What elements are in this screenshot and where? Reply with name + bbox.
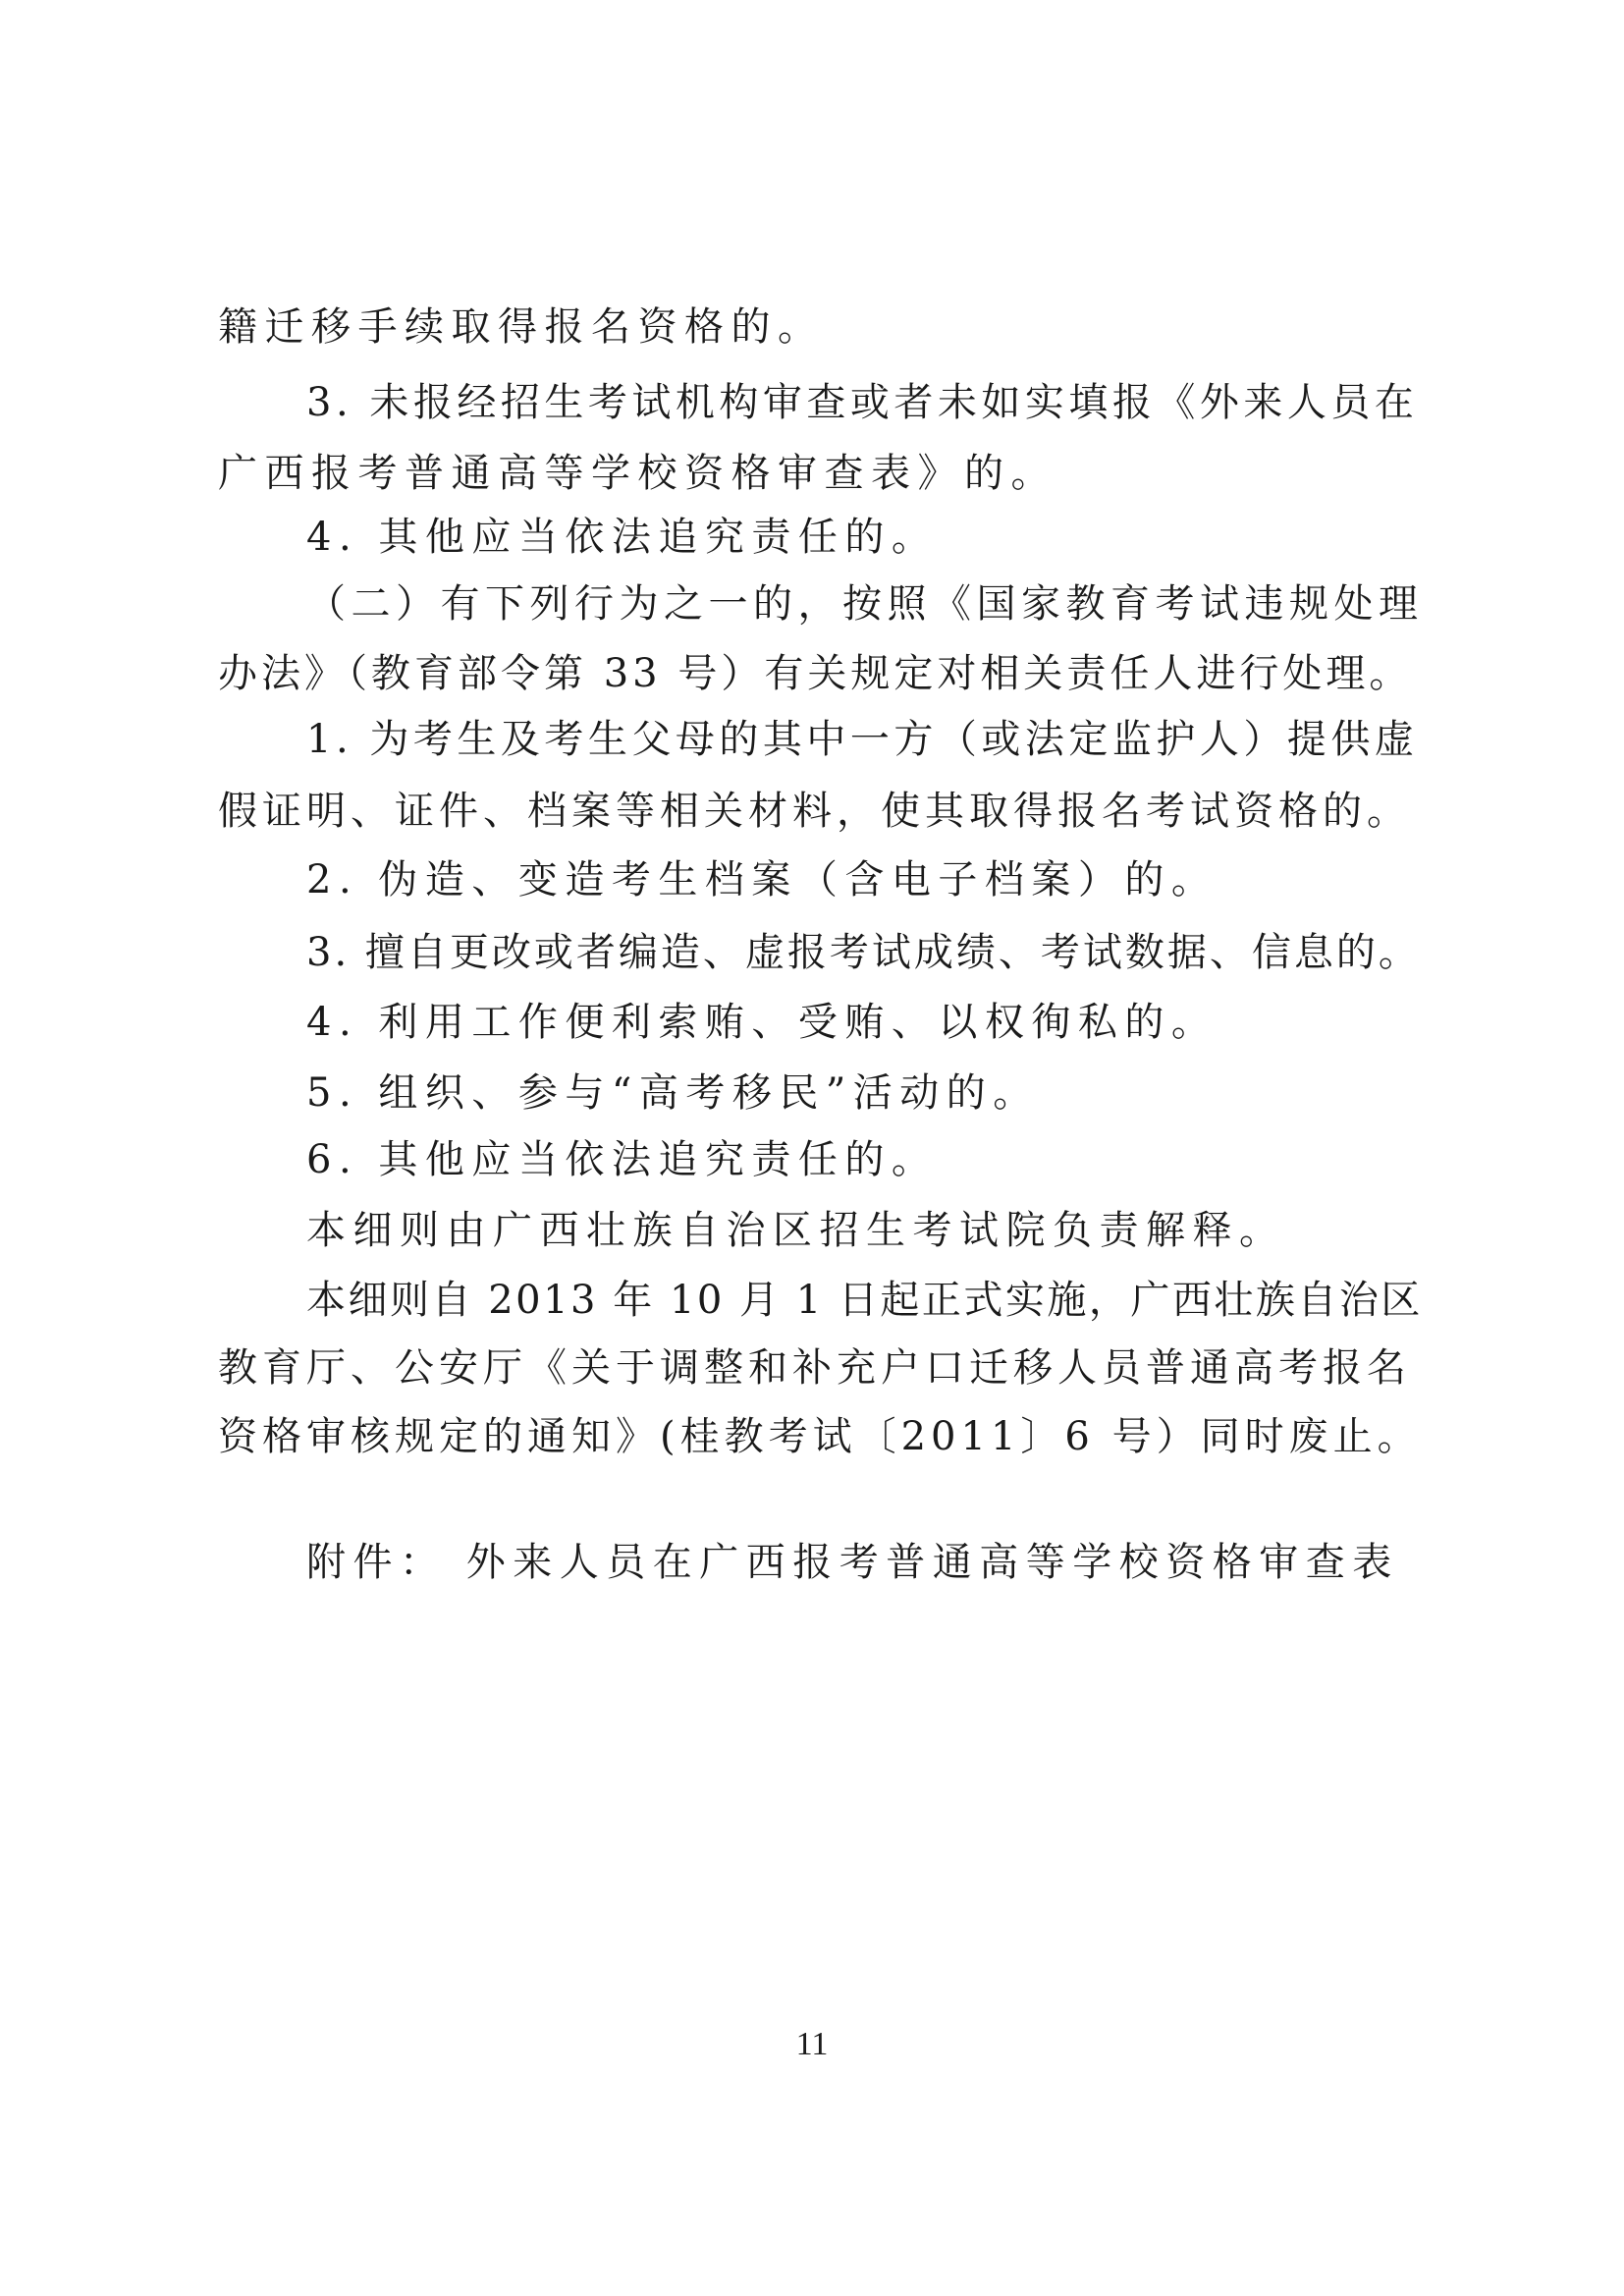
- text-line: 假证明、证件、档案等相关材料，使其取得报名考试资格的。: [218, 789, 1411, 834]
- text-line: 4. 利用工作便利索贿、受贿、以权徇私的。: [306, 1000, 1218, 1045]
- attachment-line: 附件： 外来人员在广西报考普通高等学校资格审查表: [306, 1540, 1399, 1585]
- text-line: 1. 为考生及考生父母的其中一方（或法定监护人）提供虚: [306, 717, 1419, 762]
- text-line: 5. 组织、参与“高考移民”活动的。: [306, 1070, 1040, 1116]
- text-line: 2. 伪造、变造考生档案（含电子档案）的。: [306, 857, 1218, 902]
- text-line: （二）有下列行为之一的，按照《国家教育考试违规处理: [306, 581, 1424, 627]
- text-line: 籍迁移手续取得报名资格的。: [218, 304, 825, 350]
- page-number: 11: [795, 2026, 829, 2062]
- text-line: 3. 擅自更改或者编造、虚报考试成绩、考试数据、信息的。: [306, 930, 1421, 975]
- text-line: 本细则由广西壮族自治区招生考试院负责解释。: [306, 1208, 1286, 1253]
- text-line: 办法》（教育部令第 33 号）有关规定对相关责任人进行处理。: [218, 651, 1413, 696]
- text-line: 广西报考普通高等学校资格审查表》的。: [218, 451, 1057, 496]
- text-line: 教育厅、公安厅《关于调整和补充户口迁移人员普通高考报名: [218, 1345, 1411, 1391]
- text-line: 本细则自 2013 年 10 月 1 日起正式实施，广西壮族自治区: [306, 1278, 1423, 1323]
- text-line: 资格审核规定的通知》(桂教考试〔2011〕6 号）同时废止。: [218, 1414, 1422, 1459]
- text-line: 4. 其他应当依法追究责任的。: [306, 515, 939, 560]
- text-line: 6. 其他应当依法追究责任的。: [306, 1137, 939, 1182]
- text-line: 3. 未报经招生考试机构审查或者未如实填报《外来人员在: [306, 380, 1419, 425]
